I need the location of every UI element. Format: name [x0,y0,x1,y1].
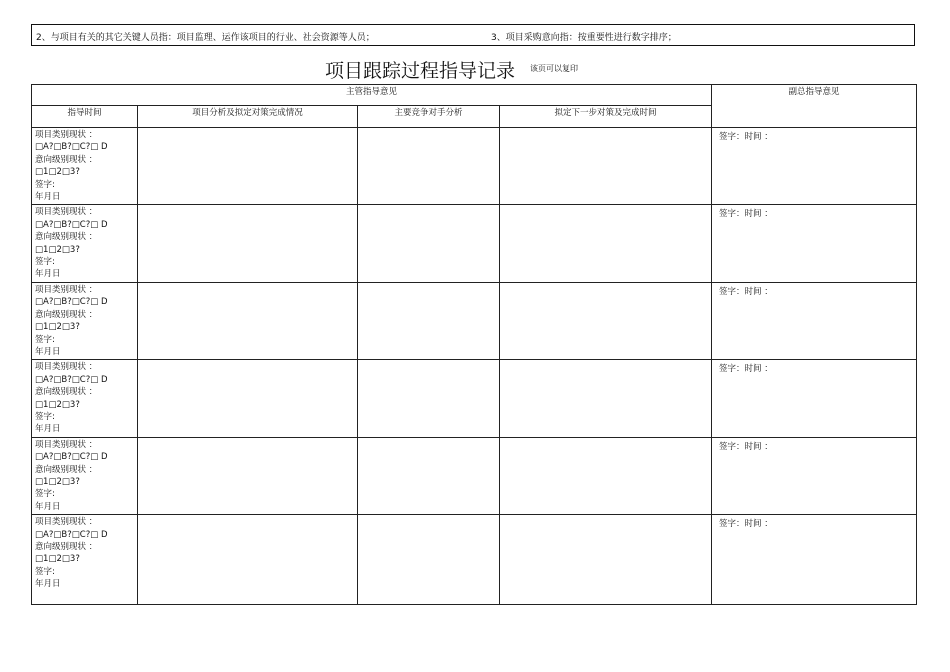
table-row [32,360,917,437]
guidance-time-cell[interactable] [32,515,138,605]
date-label: 年月日 [35,346,61,357]
next-steps-cell[interactable] [500,437,712,514]
deputy-opinion-cell[interactable] [712,128,917,205]
intent-level-label: 意向级别现状 ： [35,464,98,475]
intent-level-label: 意向级别现状 ： [35,387,98,398]
col-next-steps: 拟定下一步对策及完成时间 [500,106,712,128]
signature-label: 签字: [35,566,55,577]
competitor-analysis-cell[interactable] [358,360,500,437]
guidance-time-cell[interactable] [32,437,138,514]
copy-note: 该页可以复印 [530,64,578,73]
guidance-time-cell[interactable] [32,205,138,282]
instructions-box [31,24,915,46]
category-checkboxes[interactable]: □A?□B?□C?□ D [35,529,108,540]
intent-level-checkboxes[interactable]: □1□2□3? [35,554,80,565]
supervisor-opinion-header: 主管指导意见 [32,85,712,106]
note-key-personnel: 2、与项目有关的其它关键人员指：项目监理、运作该项目的行业、社会资源等人员； [36,33,375,43]
intent-level-label: 意向级别现状 ： [35,232,98,243]
competitor-analysis-cell[interactable] [358,515,500,605]
signature-label: 签字: [35,411,55,422]
analysis-progress-cell[interactable] [138,360,358,437]
deputy-opinion-cell[interactable] [712,360,917,437]
category-checkboxes[interactable]: □A?□B?□C?□ D [35,452,108,463]
signature-label: 签字: [35,334,55,345]
category-status-label: 项目类别现状 ： [35,517,98,528]
intent-level-label: 意向级别现状 ： [35,309,98,320]
intent-level-label: 意向级别现状 ： [35,542,98,552]
category-checkboxes[interactable]: □A?□B?□C?□ D [35,297,108,308]
guidance-time-cell[interactable] [32,128,138,205]
analysis-progress-cell[interactable] [138,128,358,205]
date-label: 年月日 [35,579,61,590]
intent-level-checkboxes[interactable]: □1□2□3? [35,167,80,178]
signature-label: 签字: [35,257,55,268]
next-steps-cell[interactable] [500,282,712,359]
deputy-signature-time: 签字：时间 ： [719,132,773,142]
deputy-signature-time: 签字：时间 ： [719,209,773,220]
col-analysis-progress: 项目分析及拟定对策完成情况 [138,106,358,128]
table-row [32,282,917,359]
table-row [32,437,917,514]
category-status-label: 项目类别现状 ： [35,130,98,140]
deputy-signature-time: 签字：时间 ： [719,441,773,452]
date-label: 年月日 [35,192,61,203]
table-row [32,515,917,605]
guidance-record-table [31,84,917,605]
next-steps-cell[interactable] [500,360,712,437]
date-label: 年月日 [35,269,61,280]
analysis-progress-cell[interactable] [138,282,358,359]
col-guidance-time: 指导时间 [32,106,138,128]
analysis-progress-cell[interactable] [138,205,358,282]
category-checkboxes[interactable]: □A?□B?□C?□ D [35,374,108,385]
category-status-label: 项目类别现状 ： [35,439,98,450]
category-status-label: 项目类别现状 ： [35,362,98,373]
page-title: 项目跟踪过程指导记录 [325,60,516,82]
deputy-opinion-cell[interactable] [712,282,917,359]
table-row [32,128,917,205]
table-row [32,205,917,282]
deputy-opinion-cell[interactable] [712,205,917,282]
next-steps-cell[interactable] [500,205,712,282]
intent-level-checkboxes[interactable]: □1□2□3? [35,476,80,487]
category-status-label: 项目类别现状 ： [35,207,98,218]
intent-level-checkboxes[interactable]: □1□2□3? [35,399,80,410]
signature-label: 签字: [35,489,55,500]
guidance-time-cell[interactable] [32,360,138,437]
next-steps-cell[interactable] [500,128,712,205]
deputy-opinion-cell[interactable] [712,515,917,605]
category-checkboxes[interactable]: □A?□B?□C?□ D [35,219,108,230]
next-steps-cell[interactable] [500,515,712,605]
intent-level-checkboxes[interactable]: □1□2□3? [35,322,80,333]
date-label: 年月日 [35,424,61,435]
intent-level-checkboxes[interactable]: □1□2□3? [35,244,80,255]
col-competitor-analysis: 主要竞争对手分析 [358,106,500,128]
analysis-progress-cell[interactable] [138,437,358,514]
category-checkboxes[interactable]: □A?□B?□C?□ D [35,142,108,153]
date-label: 年月日 [35,501,61,512]
deputy-opinion-cell[interactable] [712,437,917,514]
intent-level-label: 意向级别现状 ： [35,154,98,165]
signature-label: 签字: [35,179,55,190]
deputy-signature-time: 签字：时间 ： [719,364,773,375]
guidance-time-cell[interactable] [32,282,138,359]
competitor-analysis-cell[interactable] [358,205,500,282]
deputy-opinion-header: 副总指导意见 [712,85,917,128]
deputy-signature-time: 签字：时间 ： [719,519,773,530]
analysis-progress-cell[interactable] [138,515,358,605]
deputy-signature-time: 签字：时间 ： [719,286,773,297]
competitor-analysis-cell[interactable] [358,437,500,514]
competitor-analysis-cell[interactable] [358,282,500,359]
competitor-analysis-cell[interactable] [358,128,500,205]
note-purchase-intent: 3、项目采购意向指：按重要性进行数字排序； [491,33,677,43]
category-status-label: 项目类别现状 ： [35,284,98,295]
